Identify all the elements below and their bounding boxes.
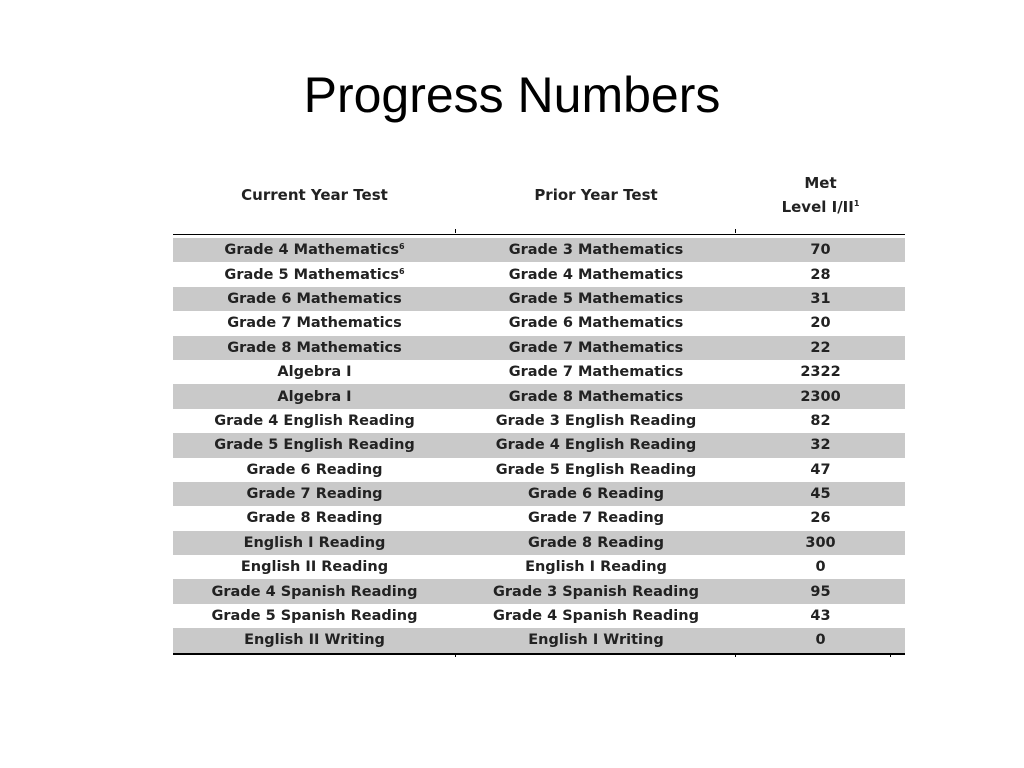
cell-met-level: 43 <box>810 608 831 625</box>
progress-table-container <box>173 160 905 655</box>
header-met-level <box>736 160 905 235</box>
cell-current-year-test <box>173 409 456 433</box>
cell-footnote: 6 <box>398 242 405 252</box>
cell-prior-year-test: Grade 7 Mathematics <box>456 336 736 360</box>
cell-prior-year-test: Grade 4 English Reading <box>456 433 736 457</box>
table-row <box>173 360 905 384</box>
cell-met-level: 45 <box>736 482 905 506</box>
cell-current-year-test <box>173 360 456 384</box>
cell-prior-year-test: Grade 5 English Reading <box>495 461 697 478</box>
cell-current-year-test <box>173 384 456 408</box>
header-met-footnote: 1 <box>853 199 860 208</box>
cell-met-level: 31 <box>736 287 905 311</box>
slide-title: Progress Numbers <box>303 67 721 123</box>
table-header <box>173 160 905 235</box>
cell-footnote: 6 <box>398 266 405 276</box>
column-separator-tick <box>890 653 891 657</box>
cell-current-text: English II Writing <box>244 632 385 649</box>
cell-prior-year-test: Grade 6 Mathematics <box>508 315 684 332</box>
cell-current-text: Grade 6 Mathematics <box>227 290 402 307</box>
cell-current-year-test <box>173 555 456 579</box>
header-met-line2-text: Level I/II <box>781 198 854 216</box>
cell-current-year-test <box>173 433 456 457</box>
cell-current-year-test <box>173 311 456 335</box>
cell-met-level: 0 <box>736 628 905 653</box>
table-row <box>173 458 905 482</box>
cell-prior-year-test: Grade 7 Mathematics <box>508 364 684 381</box>
cell-current-text: Grade 8 Mathematics <box>227 339 402 356</box>
cell-current-year-test <box>173 604 456 628</box>
table-row <box>173 531 905 555</box>
cell-met-level: 2300 <box>736 384 905 408</box>
cell-current-text: Grade 5 Mathematics <box>224 266 399 283</box>
header-met-line1: Met <box>804 174 837 192</box>
table-row <box>173 384 905 408</box>
cell-prior-year-test: English I Writing <box>456 628 736 653</box>
cell-met-level: 300 <box>736 531 905 555</box>
cell-met-level: 22 <box>736 336 905 360</box>
cell-current-text: Grade 4 Spanish Reading <box>211 583 418 600</box>
table-row <box>173 262 905 286</box>
header-row <box>173 160 905 235</box>
cell-prior-year-test: Grade 5 Mathematics <box>456 287 736 311</box>
cell-prior-year-test: Grade 3 English Reading <box>495 412 697 429</box>
table-row <box>173 482 905 506</box>
cell-prior-year-test: Grade 4 Mathematics <box>508 266 684 283</box>
cell-prior-year-test: Grade 3 Spanish Reading <box>456 579 736 603</box>
cell-current-text: Grade 5 Spanish Reading <box>211 608 418 625</box>
cell-met-level: 26 <box>810 510 831 527</box>
table-row <box>173 555 905 579</box>
column-separator-tick <box>455 653 456 657</box>
table-row <box>173 336 905 360</box>
cell-current-year-test <box>173 628 456 653</box>
cell-current-year-test <box>173 531 456 555</box>
header-prior-year-test: Prior Year Test <box>456 160 736 235</box>
table-row <box>173 604 905 628</box>
cell-current-year-test <box>173 458 456 482</box>
cell-current-text: English I Reading <box>243 534 386 551</box>
cell-current-year-test <box>173 262 456 286</box>
table-row <box>173 506 905 530</box>
table-row <box>173 238 905 262</box>
column-separator-tick <box>735 653 736 657</box>
cell-prior-year-test: Grade 8 Reading <box>456 531 736 555</box>
table-row <box>173 433 905 457</box>
column-separator-tick <box>735 229 736 233</box>
table-row <box>173 287 905 311</box>
cell-met-level: 20 <box>810 315 831 332</box>
cell-met-level: 82 <box>810 412 831 429</box>
table-row <box>173 628 905 653</box>
cell-current-text: Grade 5 English Reading <box>214 437 415 454</box>
cell-current-text: Algebra I <box>277 388 352 405</box>
cell-current-text: Grade 6 Reading <box>246 461 383 478</box>
cell-met-level: 47 <box>810 461 831 478</box>
cell-current-year-test <box>173 482 456 506</box>
table-body <box>173 235 905 654</box>
cell-current-text: English II Reading <box>240 559 389 576</box>
table-row <box>173 579 905 603</box>
cell-current-year-test <box>173 506 456 530</box>
cell-met-level: 28 <box>810 266 831 283</box>
cell-met-level: 2322 <box>800 364 841 381</box>
cell-current-year-test <box>173 336 456 360</box>
cell-current-text: Grade 8 Reading <box>246 510 383 527</box>
cell-prior-year-test: Grade 4 Spanish Reading <box>493 608 699 625</box>
column-separator-tick <box>455 229 456 233</box>
cell-met-level: 70 <box>736 238 905 262</box>
cell-prior-year-test: English I Reading <box>525 559 667 576</box>
cell-prior-year-test: Grade 3 Mathematics <box>456 238 736 262</box>
cell-met-level: 95 <box>736 579 905 603</box>
progress-table <box>173 160 905 655</box>
cell-current-year-test <box>173 238 456 262</box>
cell-current-text: Grade 4 English Reading <box>214 412 415 429</box>
header-current-year-test: Current Year Test <box>173 160 456 235</box>
cell-current-text: Algebra I <box>277 364 352 381</box>
cell-current-year-test <box>173 579 456 603</box>
cell-current-text: Grade 4 Mathematics <box>224 242 399 259</box>
cell-current-text: Grade 7 Reading <box>246 486 383 503</box>
table-row <box>173 311 905 335</box>
cell-current-year-test <box>173 287 456 311</box>
cell-current-text: Grade 7 Mathematics <box>227 315 402 332</box>
table-row <box>173 409 905 433</box>
cell-prior-year-test: Grade 6 Reading <box>456 482 736 506</box>
header-met-line2 <box>736 195 905 219</box>
cell-met-level: 0 <box>815 559 826 576</box>
cell-prior-year-test: Grade 8 Mathematics <box>456 384 736 408</box>
cell-met-level: 32 <box>736 433 905 457</box>
cell-prior-year-test: Grade 7 Reading <box>527 510 665 527</box>
